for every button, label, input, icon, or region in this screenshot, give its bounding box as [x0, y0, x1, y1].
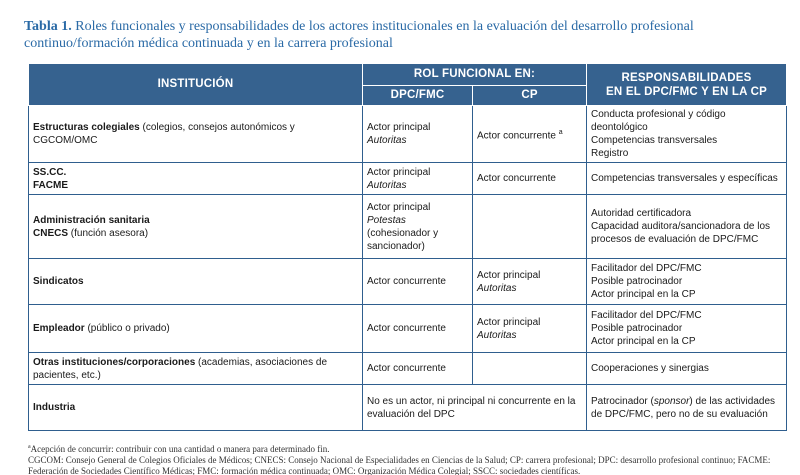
resp-item: Competencias transversales: [591, 135, 718, 146]
cell-institucion: [29, 195, 363, 259]
resp-item: Facilitador del DPC/FMC: [591, 310, 702, 321]
cp-role: Actor concurrente: [477, 130, 556, 142]
resp-text: Patrocinador (: [591, 395, 654, 407]
cell-cp: [473, 305, 587, 353]
inst-name: Administración sanitaria: [33, 214, 150, 226]
inst-name: Otras instituciones/corporaciones: [33, 356, 196, 368]
resp-item: Autoridad certificadora: [591, 208, 692, 219]
header-resp-line2: EN EL DPC/FMC Y EN LA CP: [606, 85, 767, 98]
cell-institucion: [29, 106, 363, 163]
table-row: [29, 163, 787, 195]
cp-authority: Autoritas: [477, 329, 517, 341]
cell-institucion: [29, 353, 363, 385]
dpc-authority: Autoritas: [367, 179, 407, 191]
cell-dpc: [363, 305, 473, 353]
dpc-role: Actor concurrente: [367, 323, 446, 334]
footnote-text: Acepción de concurrir: contribuir con una cantidad o manera para determinado fin.: [30, 444, 330, 454]
inst-detail: (público o privado): [84, 323, 170, 334]
inst-name: FACME: [33, 179, 68, 191]
cell-responsabilidades: [587, 353, 787, 385]
table-footnotes: [28, 442, 788, 475]
cell-dpc: [363, 163, 473, 195]
footnote-marker: a: [558, 128, 563, 136]
cell-dpc-cp-merged: [363, 385, 587, 431]
cp-role: Actor concurrente: [477, 173, 556, 184]
table-row: [29, 106, 787, 163]
cell-institucion: [29, 259, 363, 305]
resp-item: Capacidad auditora/sancionadora de los procesos de evaluación de DPC/FMC: [591, 221, 771, 245]
cp-role: Actor principal: [477, 269, 541, 281]
table-row: [29, 353, 787, 385]
cp-role: Actor principal: [477, 316, 541, 328]
table-caption: [24, 18, 784, 52]
cp-authority: Autoritas: [477, 282, 517, 294]
dpc-authority: Potestas: [367, 214, 406, 226]
cell-cp: [473, 353, 587, 385]
cell-dpc: [363, 353, 473, 385]
header-resp-line1: RESPONSABILIDADES: [621, 71, 752, 84]
resp-item: Cooperaciones y sinergias: [591, 363, 709, 374]
cell-dpc: [363, 195, 473, 259]
table-row: [29, 259, 787, 305]
cell-cp: [473, 259, 587, 305]
inst-name: SS.CC.: [33, 166, 67, 178]
inst-detail: (colegios, consejos autonómicos y CGCOM/OMC: [33, 122, 295, 146]
footnote-a: [28, 442, 788, 455]
resp-item: Conducta profesional y código deontológico: [591, 109, 726, 133]
inst-name: Estructuras colegiales: [33, 122, 140, 133]
dpc-role: Actor principal: [367, 166, 431, 178]
dpc-role: Actor concurrente: [367, 276, 446, 287]
table-row: [29, 385, 787, 431]
cell-institucion: [29, 163, 363, 195]
cell-cp: [473, 163, 587, 195]
footnote-marker: a: [28, 444, 31, 450]
inst-name: Industria: [33, 402, 76, 413]
dpc-authority: Autoritas: [367, 135, 407, 146]
cell-dpc: [363, 106, 473, 163]
table-row: [29, 305, 787, 353]
dpc-role: Actor principal: [367, 201, 431, 213]
inst-name: Sindicatos: [33, 276, 84, 287]
cell-institucion: [29, 305, 363, 353]
header-rol-funcional: ROL FUNCIONAL EN:: [363, 64, 587, 86]
resp-item: Registro: [591, 148, 629, 159]
header-dpc-fmc: DPC/FMC: [363, 86, 473, 106]
inst-detail: (función asesora): [68, 227, 149, 239]
resp-item: Competencias transversales y específicas: [591, 173, 778, 184]
resp-item: Facilitador del DPC/FMC: [591, 263, 702, 274]
resp-item: Posible patrocinador: [591, 323, 683, 334]
table-row: [29, 195, 787, 259]
resp-italic: sponsor: [653, 395, 690, 407]
header-responsabilidades: [587, 64, 787, 106]
cell-responsabilidades: [587, 195, 787, 259]
resp-item: Actor principal en la CP: [591, 336, 696, 347]
cell-responsabilidades: [587, 163, 787, 195]
cell-responsabilidades: [587, 385, 787, 431]
inst-name: Empleador: [33, 323, 85, 334]
resp-text: ) de las actividades de DPC/FMC, pero no de su evaluación: [591, 395, 776, 420]
cell-cp: [473, 195, 587, 259]
inst-name: CNECS: [33, 227, 69, 239]
cell-responsabilidades: [587, 106, 787, 163]
inst-detail: (academias, asociaciones de pacientes, etc.): [33, 356, 328, 381]
cell-cp: [473, 106, 587, 163]
resp-item: Actor principal en la CP: [591, 289, 696, 300]
dpc-role: Actor concurrente: [367, 363, 446, 374]
header-institucion: INSTITUCIÓN: [29, 64, 363, 106]
dpc-role: Actor principal: [367, 122, 431, 133]
cell-institucion: [29, 385, 363, 431]
merged-role: No es un actor, ni principal ni concurrente en la evaluación del DPC: [367, 395, 576, 420]
cell-responsabilidades: [587, 305, 787, 353]
caption-text: Roles funcionales y responsabilidades de los actores institucionales en la evaluación del desarrollo profesional continuo/formación médica continuada y en la carrera profesional: [24, 19, 694, 51]
caption-label: Tabla 1.: [24, 19, 72, 34]
abbreviations: CGCOM: Consejo General de Colegios Oficiales de Médicos; CNECS: Consejo Nacional de Especialidades en Ciencias de la Salud; CP: carrera profesional; DPC: desarrollo profesional continuo; FACME: Federación de Sociedades Científico Médicas; FMC: formación médica continuada; OMC: Organización Médica Colegial; SSCC: sociedades científicas.: [28, 455, 771, 475]
roles-table: [28, 63, 787, 431]
cell-responsabilidades: [587, 259, 787, 305]
cell-dpc: [363, 259, 473, 305]
dpc-detail: (cohesionador y sancionador): [367, 227, 439, 252]
header-cp: CP: [473, 86, 587, 106]
resp-item: Posible patrocinador: [591, 276, 683, 287]
